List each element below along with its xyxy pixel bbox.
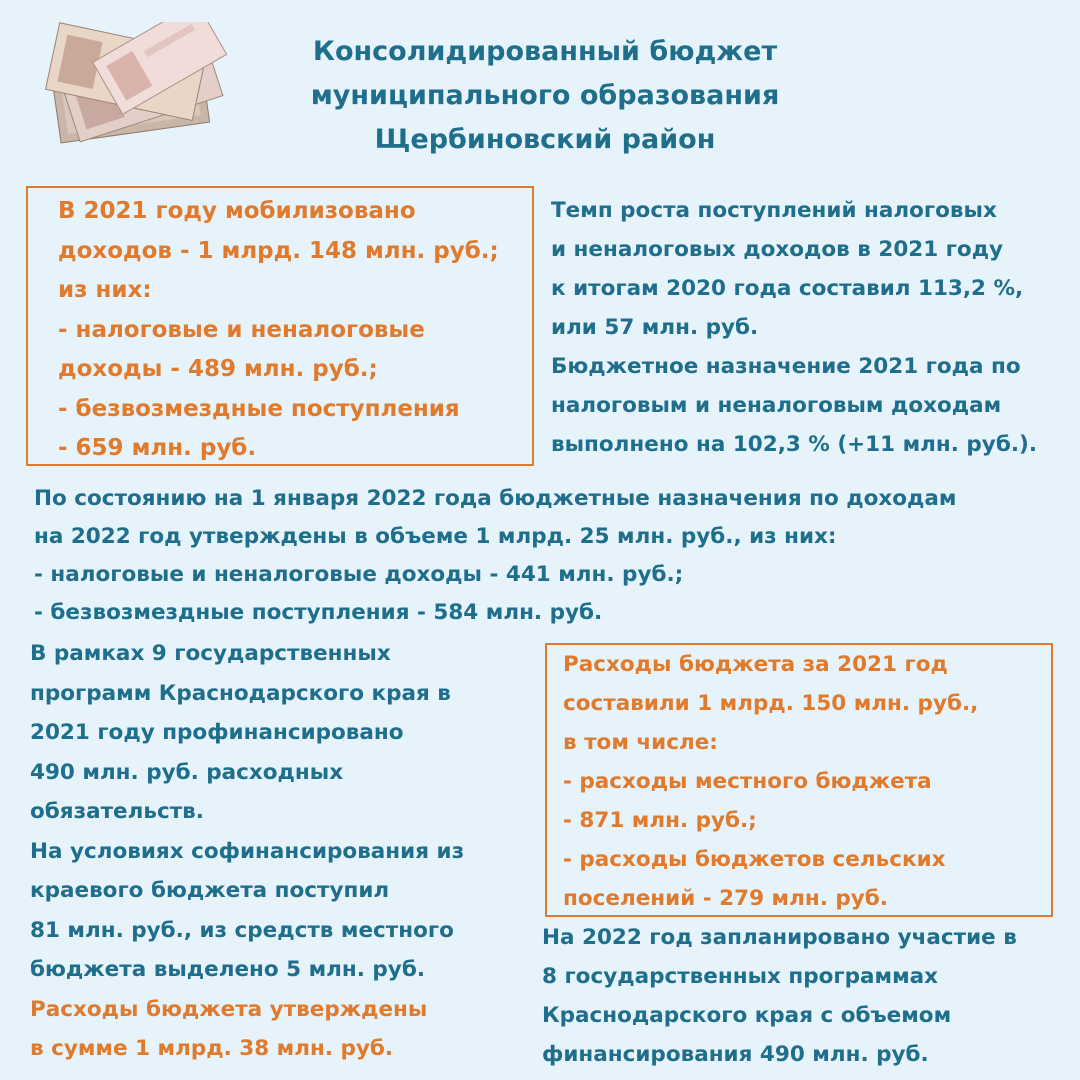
text-line: доходов - 1 млрд. 148 млн. руб.; xyxy=(58,237,499,264)
text-line: обязательств. xyxy=(30,799,204,824)
text-line: Расходы бюджета утверждены xyxy=(30,996,428,1022)
text-line: или 57 млн. руб. xyxy=(551,315,759,340)
growth-rate-text xyxy=(551,191,1037,464)
text-line: из них: xyxy=(58,277,152,303)
text-line: бюджета выделено 5 млн. руб. xyxy=(30,957,425,982)
text-line: - 659 млн. руб. xyxy=(58,435,257,461)
text-line: В рамках 9 государственных xyxy=(30,641,391,666)
title-line: муниципального образования xyxy=(310,80,780,111)
text-line: Темп роста поступлений налоговых xyxy=(551,198,997,223)
text-line: в том числе: xyxy=(563,730,718,755)
text-line: На 2022 год запланировано участие в xyxy=(542,925,1017,950)
revenue-2021-text xyxy=(58,192,499,469)
text-line: доходы - 489 млн. руб.; xyxy=(58,356,378,382)
expenses-2021-text xyxy=(563,645,978,918)
text-line: 81 млн. руб., из средств местного xyxy=(30,917,454,943)
text-line: в сумме 1 млрд. 38 млн. руб. xyxy=(30,1036,394,1061)
text-line: Расходы бюджета за 2021 год xyxy=(563,652,948,677)
text-line: налоговым и неналоговым доходам xyxy=(551,393,1002,418)
participation-2022-text xyxy=(542,918,1017,1074)
text-line: По состоянию на 1 января 2022 года бюджетные назначения по доходам xyxy=(34,486,957,511)
title-line: Консолидированный бюджет xyxy=(312,36,778,67)
text-line: краевого бюджета поступил xyxy=(30,878,390,903)
text-line: На условиях софинансирования из xyxy=(30,838,465,864)
text-line: 8 государственных программах xyxy=(542,964,939,989)
text-line: финансирования 490 млн. руб. xyxy=(542,1042,929,1067)
title-line: Щербиновский район xyxy=(374,124,716,155)
text-line: составили 1 млрд. 150 млн. руб., xyxy=(563,691,979,716)
state-programs-text xyxy=(30,634,464,1069)
text-line: - расходы местного бюджета xyxy=(563,769,932,794)
text-line: на 2022 год утверждены в объеме 1 млрд. 25 млн. руб., из них: xyxy=(34,524,837,549)
text-line: - безвозмездные поступления xyxy=(58,395,460,422)
plan-2022-text xyxy=(34,480,956,632)
text-line: Краснодарского края с объемом xyxy=(542,1003,952,1028)
text-line: - налоговые и неналоговые доходы - 441 млн. руб.; xyxy=(34,562,684,587)
page-title xyxy=(200,30,890,162)
text-line: программ Краснодарского края в xyxy=(30,680,451,706)
text-line: - налоговые и неналоговые xyxy=(58,316,425,343)
text-line: 490 млн. руб. расходных xyxy=(30,759,344,785)
text-line: выполнено на 102,3 % (+11 млн. руб.). xyxy=(551,432,1037,457)
text-line: и неналоговых доходов в 2021 году xyxy=(551,237,1004,262)
text-line: В 2021 году мобилизовано xyxy=(58,198,416,224)
text-line: Бюджетное назначение 2021 года по xyxy=(551,354,1021,379)
text-line: поселений - 279 млн. руб. xyxy=(563,886,888,911)
text-line: - 871 млн. руб.; xyxy=(563,808,757,833)
text-line: - расходы бюджетов сельских xyxy=(563,847,946,872)
text-line: - безвозмездные поступления - 584 млн. руб. xyxy=(34,600,603,625)
text-line: к итогам 2020 года составил 113,2 %, xyxy=(551,276,1024,301)
text-line: 2021 году профинансировано xyxy=(30,720,404,745)
